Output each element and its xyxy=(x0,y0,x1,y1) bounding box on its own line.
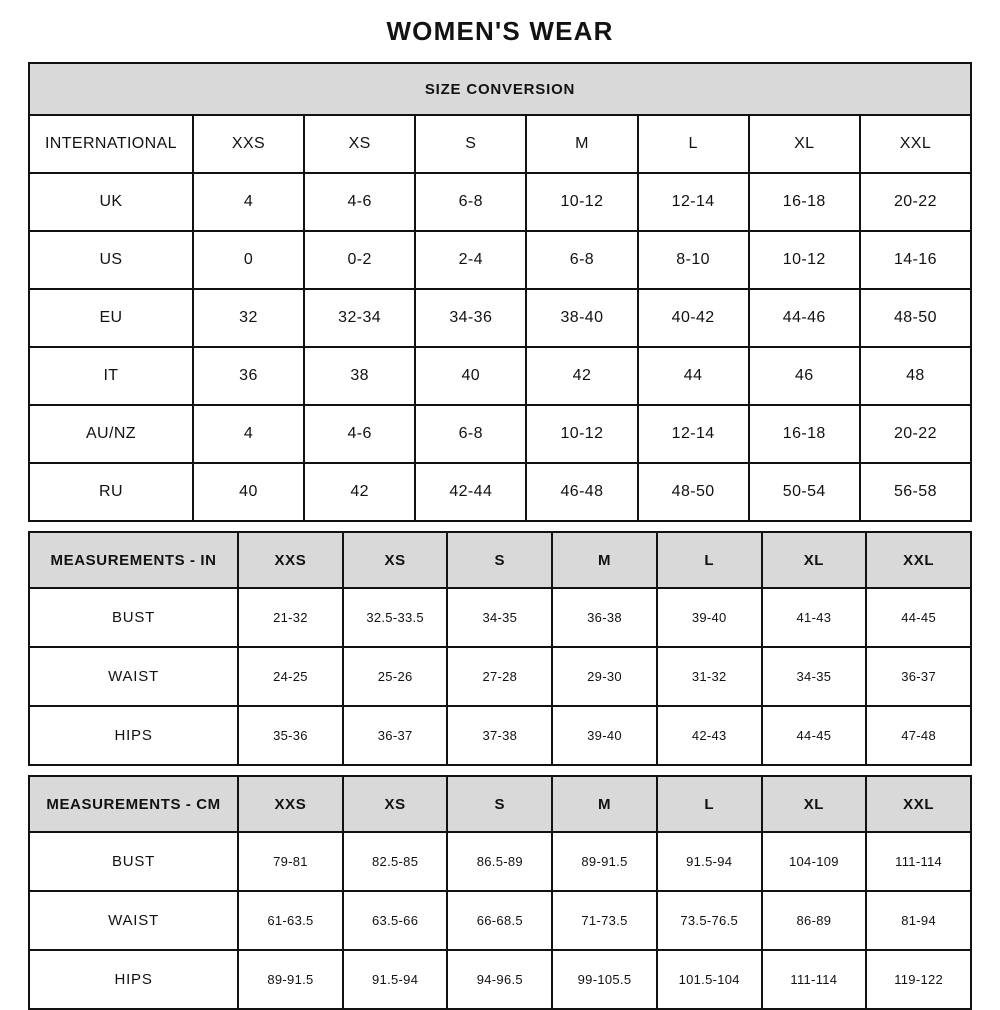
table-cell: 81-94 xyxy=(866,891,971,950)
row-label-waist: WAIST xyxy=(29,647,238,706)
table-cell: 47-48 xyxy=(866,706,971,765)
table-cell: 40 xyxy=(415,347,526,405)
table-cell: 32.5-33.5 xyxy=(343,588,448,647)
column-header-l: L xyxy=(657,776,762,832)
table-cell: 111-114 xyxy=(762,950,867,1009)
table-cell: 39-40 xyxy=(552,706,657,765)
table-cell: 44-45 xyxy=(866,588,971,647)
table-cell: 8-10 xyxy=(638,231,749,289)
table-row-ru xyxy=(29,463,971,521)
table-cell: 6-8 xyxy=(415,405,526,463)
table-cell: 21-32 xyxy=(238,588,343,647)
table-cell: 82.5-85 xyxy=(343,832,448,891)
table-cell: 25-26 xyxy=(343,647,448,706)
table-cell: 4-6 xyxy=(304,405,415,463)
column-header-m: M xyxy=(552,776,657,832)
table-cell: 16-18 xyxy=(749,405,860,463)
table-cell: 56-58 xyxy=(860,463,971,521)
table-row-hips xyxy=(29,706,971,765)
table-cell: 89-91.5 xyxy=(552,832,657,891)
table-cell: 35-36 xyxy=(238,706,343,765)
column-header-xxs: XXS xyxy=(238,776,343,832)
column-header-m: M xyxy=(552,532,657,588)
table-cell: 44 xyxy=(638,347,749,405)
column-header-s: S xyxy=(415,115,526,173)
table-cell: 119-122 xyxy=(866,950,971,1009)
row-label-waist: WAIST xyxy=(29,891,238,950)
table-cell: 111-114 xyxy=(866,832,971,891)
table-cell: 20-22 xyxy=(860,405,971,463)
table-cell: 10-12 xyxy=(749,231,860,289)
table-row-bust xyxy=(29,588,971,647)
table-cell: 63.5-66 xyxy=(343,891,448,950)
page-title: WOMEN'S WEAR xyxy=(386,16,614,46)
table-header-row xyxy=(29,532,971,588)
table-cell: 48-50 xyxy=(860,289,971,347)
table-cell: 34-35 xyxy=(447,588,552,647)
row-label-bust: BUST xyxy=(29,588,238,647)
row-label-bust: BUST xyxy=(29,832,238,891)
table-cell: 4 xyxy=(193,405,304,463)
column-header-international: INTERNATIONAL xyxy=(29,115,193,173)
table-cell: 48-50 xyxy=(638,463,749,521)
column-header-xs: XS xyxy=(304,115,415,173)
table-cell: 34-35 xyxy=(762,647,867,706)
table-row-waist xyxy=(29,891,971,950)
table-cell: 71-73.5 xyxy=(552,891,657,950)
table-cell: 50-54 xyxy=(749,463,860,521)
table-cell: 40-42 xyxy=(638,289,749,347)
row-label-eu: EU xyxy=(29,289,193,347)
measurements-cm-header: MEASUREMENTS - CM xyxy=(29,776,238,832)
table-cell: 44-46 xyxy=(749,289,860,347)
table-cell: 12-14 xyxy=(638,405,749,463)
table-cell: 38 xyxy=(304,347,415,405)
table-cell: 99-105.5 xyxy=(552,950,657,1009)
table-row-uk xyxy=(29,173,971,231)
column-header-xxs: XXS xyxy=(193,115,304,173)
table-cell: 91.5-94 xyxy=(657,832,762,891)
table-cell: 42-43 xyxy=(657,706,762,765)
column-header-s: S xyxy=(447,776,552,832)
row-label-aunz: AU/NZ xyxy=(29,405,193,463)
row-label-hips: HIPS xyxy=(29,950,238,1009)
table-cell: 46-48 xyxy=(526,463,637,521)
table-cell: 79-81 xyxy=(238,832,343,891)
table-cell: 27-28 xyxy=(447,647,552,706)
table-cell: 10-12 xyxy=(526,173,637,231)
table-cell: 48 xyxy=(860,347,971,405)
table-row-aunz xyxy=(29,405,971,463)
table-cell: 86.5-89 xyxy=(447,832,552,891)
table-cell: 86-89 xyxy=(762,891,867,950)
table-row xyxy=(29,115,971,173)
column-header-xl: XL xyxy=(762,776,867,832)
table-cell: 4 xyxy=(193,173,304,231)
table-cell: 94-96.5 xyxy=(447,950,552,1009)
table-cell: 39-40 xyxy=(657,588,762,647)
table-cell: 16-18 xyxy=(749,173,860,231)
table-cell: 41-43 xyxy=(762,588,867,647)
column-header-l: L xyxy=(657,532,762,588)
size-conversion-header: SIZE CONVERSION xyxy=(29,63,971,115)
table-cell: 44-45 xyxy=(762,706,867,765)
table-header-row xyxy=(29,776,971,832)
table-cell: 12-14 xyxy=(638,173,749,231)
table-cell: 66-68.5 xyxy=(447,891,552,950)
table-cell: 2-4 xyxy=(415,231,526,289)
table-cell: 61-63.5 xyxy=(238,891,343,950)
table-cell: 101.5-104 xyxy=(657,950,762,1009)
table-cell: 36 xyxy=(193,347,304,405)
column-header-xxl: XXL xyxy=(866,532,971,588)
measurements-cm-table xyxy=(28,775,972,1010)
table-cell: 46 xyxy=(749,347,860,405)
table-cell: 0-2 xyxy=(304,231,415,289)
table-cell: 10-12 xyxy=(526,405,637,463)
table-cell: 6-8 xyxy=(526,231,637,289)
row-label-uk: UK xyxy=(29,173,193,231)
table-row-us xyxy=(29,231,971,289)
column-header-xxs: XXS xyxy=(238,532,343,588)
column-header-xxl: XXL xyxy=(866,776,971,832)
measurements-in-table xyxy=(28,531,972,766)
table-cell: 0 xyxy=(193,231,304,289)
row-label-it: IT xyxy=(29,347,193,405)
column-header-l: L xyxy=(638,115,749,173)
table-cell: 24-25 xyxy=(238,647,343,706)
column-header-xs: XS xyxy=(343,532,448,588)
table-cell: 36-37 xyxy=(866,647,971,706)
table-cell: 6-8 xyxy=(415,173,526,231)
table-cell: 73.5-76.5 xyxy=(657,891,762,950)
table-row-eu xyxy=(29,289,971,347)
table-cell: 32-34 xyxy=(304,289,415,347)
table-cell: 37-38 xyxy=(447,706,552,765)
table-cell: 34-36 xyxy=(415,289,526,347)
table-cell: 42-44 xyxy=(415,463,526,521)
column-header-xl: XL xyxy=(749,115,860,173)
row-label-ru: RU xyxy=(29,463,193,521)
table-cell: 14-16 xyxy=(860,231,971,289)
table-row-it xyxy=(29,347,971,405)
row-label-hips: HIPS xyxy=(29,706,238,765)
table-cell: 89-91.5 xyxy=(238,950,343,1009)
table-row-hips xyxy=(29,950,971,1009)
table-cell: 36-37 xyxy=(343,706,448,765)
column-header-xs: XS xyxy=(343,776,448,832)
table-cell: 40 xyxy=(193,463,304,521)
table-cell: 29-30 xyxy=(552,647,657,706)
table-cell: 31-32 xyxy=(657,647,762,706)
column-header-m: M xyxy=(526,115,637,173)
table-cell: 36-38 xyxy=(552,588,657,647)
column-header-xl: XL xyxy=(762,532,867,588)
table-cell: 42 xyxy=(526,347,637,405)
table-cell: 42 xyxy=(304,463,415,521)
column-header-s: S xyxy=(447,532,552,588)
measurements-in-header: MEASUREMENTS - IN xyxy=(29,532,238,588)
table-cell: 91.5-94 xyxy=(343,950,448,1009)
table-cell: 32 xyxy=(193,289,304,347)
table-cell: 104-109 xyxy=(762,832,867,891)
table-cell: 4-6 xyxy=(304,173,415,231)
table-cell: 20-22 xyxy=(860,173,971,231)
size-conversion-table xyxy=(28,62,972,522)
column-header-xxl: XXL xyxy=(860,115,971,173)
table-cell: 38-40 xyxy=(526,289,637,347)
table-row-bust xyxy=(29,832,971,891)
table-row-waist xyxy=(29,647,971,706)
row-label-us: US xyxy=(29,231,193,289)
